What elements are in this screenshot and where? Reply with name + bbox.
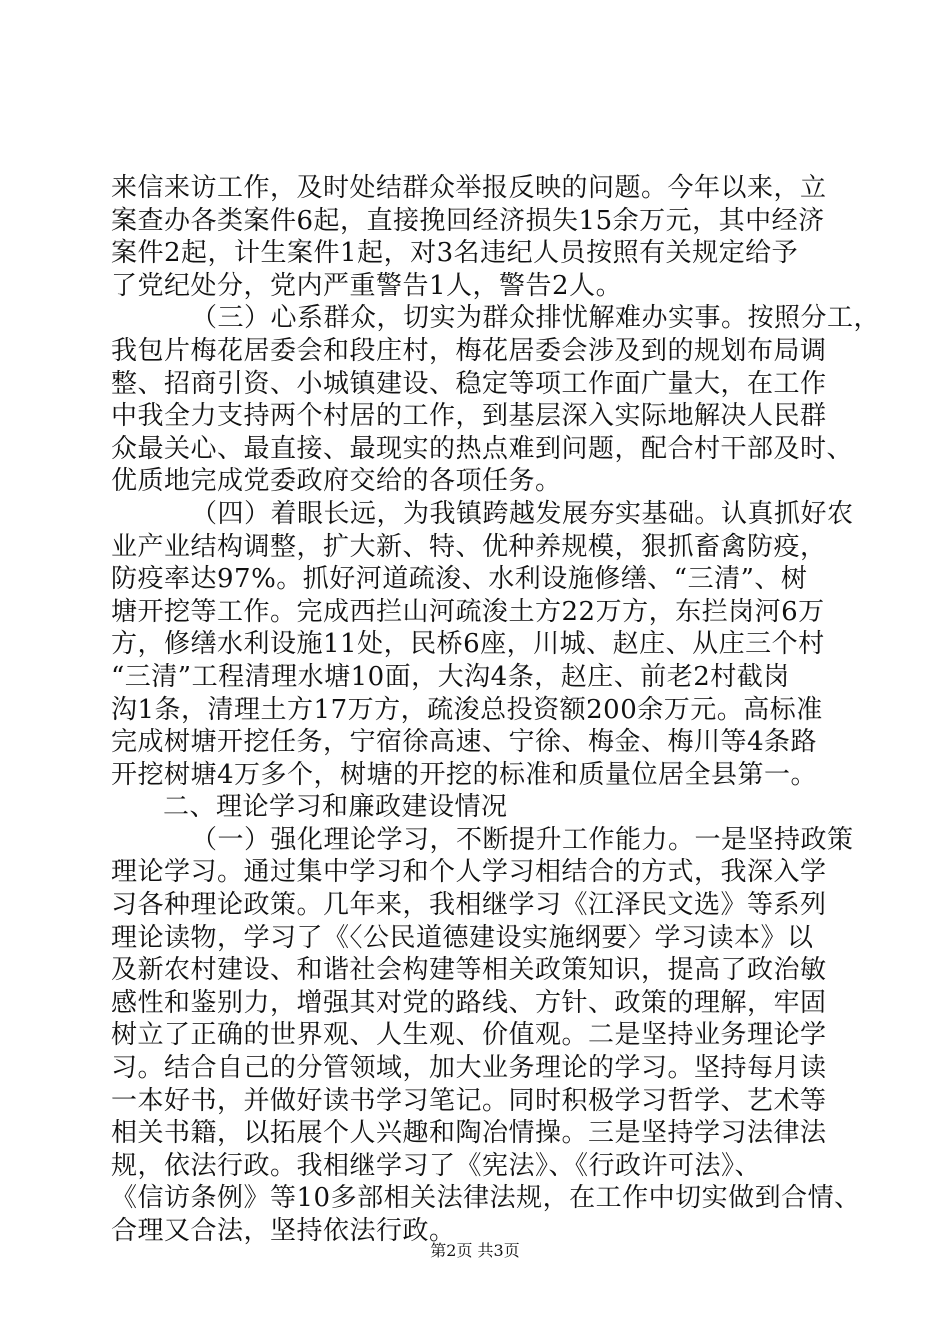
text-line: 习。结合自己的分管领域，加大业务理论的学习。坚持每月读 xyxy=(111,1053,827,1084)
text-line: 案查办各类案件6起，直接挽回经济损失15余万元，其中经济 xyxy=(111,205,825,236)
text-line: 规，依法行政。我相继学习了《宪法》、《行政许可法》、 xyxy=(111,1150,762,1181)
text-line: “三清”工程清理水塘10面，大沟4条，赵庄、前老2村截岗 xyxy=(111,661,790,692)
text-line: 整、招商引资、小城镇建设、稳定等项工作面广量大，在工作 xyxy=(111,368,827,399)
text-line: 我包片梅花居委会和段庄村，梅花居委会涉及到的规划布局调 xyxy=(111,335,827,366)
text-line: 及新农村建设、和谐社会构建等相关政策知识，提高了政治敏 xyxy=(111,955,827,986)
text-line: 沟1条，清理土方17万方，疏浚总投资额200余万元。高标准 xyxy=(111,694,823,725)
document-body xyxy=(111,172,881,1248)
paragraph-start-line: （一）强化理论学习，不断提升工作能力。一是坚持政策 xyxy=(191,824,854,855)
text-line: 完成树塘开挖任务，宁宿徐高速、宁徐、梅金、梅川等4条路 xyxy=(111,727,818,758)
text-line: 开挖树塘4万多个，树塘的开挖的标准和质量位居全县第一。 xyxy=(111,759,818,790)
text-line: 案件2起，计生案件1起，对3名违纪人员按照有关规定给予 xyxy=(111,238,799,269)
text-line: 防疫率达97%。抓好河道疏浚、水利设施修缮、“三清”、树 xyxy=(111,564,808,595)
text-line: 业产业结构调整，扩大新、特、优种养规模，狠抓畜禽防疫， xyxy=(111,531,827,562)
text-line: 众最关心、最直接、最现实的热点难到问题，配合村干部及时、 xyxy=(111,433,854,464)
text-line: 了党纪处分，党内严重警告1人，警告2人。 xyxy=(111,270,623,301)
paragraph-start-line: （三）心系群众，切实为群众排忧解难办实事。按照分工， xyxy=(191,303,881,334)
section-heading: 二、理论学习和廉政建设情况 xyxy=(163,792,508,823)
text-line: 理论学习。通过集中学习和个人学习相结合的方式，我深入学 xyxy=(111,857,827,888)
text-line: 《信访条例》等10多部相关法律法规，在工作中切实做到合情、 xyxy=(111,1183,861,1214)
text-line: 理论读物，学习了《〈公民道德建设实施纲要〉学习读本》以 xyxy=(111,922,814,953)
text-line: 树立了正确的世界观、人生观、价值观。二是坚持业务理论学 xyxy=(111,1020,827,1051)
text-line: 优质地完成党委政府交给的各项任务。 xyxy=(111,466,562,497)
text-line: 相关书籍，以拓展个人兴趣和陶冶情操。三是坚持学习法律法 xyxy=(111,1118,827,1149)
text-line: 习各种理论政策。几年来，我相继学习《江泽民文选》等系列 xyxy=(111,890,827,921)
text-line: 合理又合法，坚持依法行政。 xyxy=(111,1216,456,1246)
text-line: 方，修缮水利设施11处，民桥6座，川城、赵庄、从庄三个村 xyxy=(111,629,825,660)
text-line: 来信来访工作，及时处结群众举报反映的问题。今年以来，立 xyxy=(111,173,827,203)
paragraph-start-line: （四）着眼长远，为我镇跨越发展夯实基础。认真抓好农 xyxy=(191,498,854,529)
text-line: 感性和鉴别力，增强其对党的路线、方针、政策的理解，牢固 xyxy=(111,987,827,1018)
text-line: 中我全力支持两个村居的工作，到基层深入实际地解决人民群 xyxy=(111,401,827,432)
page-number-footer: 第2页 共3页 xyxy=(430,1241,520,1260)
text-line: 塘开挖等工作。完成西拦山河疏浚土方22万方，东拦岗河6万 xyxy=(111,596,825,627)
text-line: 一本好书，并做好读书学习笔记。同时积极学习哲学、艺术等 xyxy=(111,1085,827,1116)
